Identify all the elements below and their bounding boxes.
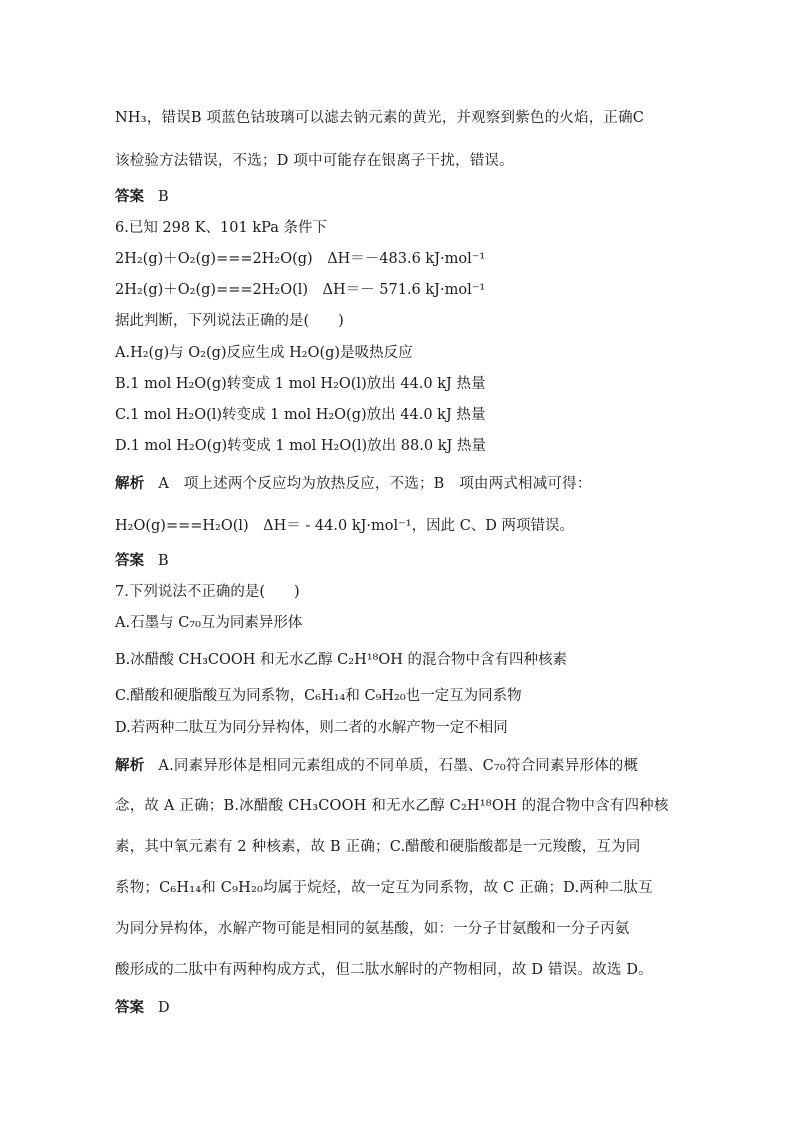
q7-analysis-line-2: 念，故 A 正确；B.冰醋酸 CH₃COOH 和无水乙醇 C₂H¹⁸OH 的混合物中含有四种核 (115, 798, 669, 814)
q7-option-d: D.若两种二肽互为同分异构体，则二者的水解产物一定不相同 (115, 720, 508, 736)
q6-stem: 6.已知 298 K、101 kPa 条件下 (115, 220, 327, 236)
q7-analysis-line-5: 为同分异构体，水解产物可能是相同的氨基酸，如：一分子甘氨酸和一分子丙氨 (115, 921, 630, 937)
q7-option-b: B.冰醋酸 CH₃COOH 和无水乙醇 C₂H¹⁸OH 的混合物中含有四种核素 (115, 652, 567, 668)
q5-analysis-line-1: NH₃，错误B 项蓝色钴玻璃可以滤去钠元素的黄光，并观察到紫色的火焰，正确C (115, 110, 645, 126)
q6-option-b: B.1 mol H₂O(g)转变成 1 mol H₂O(l)放出 44.0 kJ 热量 (115, 376, 486, 392)
q7-option-a: A.石墨与 C₇₀互为同素异形体 (115, 615, 303, 631)
answer-value: B (158, 189, 169, 205)
q6-analysis-line-1 (115, 474, 592, 494)
answer-value: D (158, 1000, 170, 1016)
q7-answer (115, 998, 170, 1018)
q6-equation-1: 2H₂(g)＋O₂(g)===2H₂O(g) ΔH＝－483.6 kJ·mol⁻¹ (115, 251, 486, 267)
analysis-text: A.同素异形体是相同元素组成的不同单质，石墨、C₇₀符合同素异形体的概 (158, 758, 639, 774)
q6-prompt: 据此判断，下列说法正确的是( ) (115, 313, 344, 329)
answer-label: 答案 (115, 999, 144, 1016)
q6-equation-2: 2H₂(g)＋O₂(g)===2H₂O(l) ΔH＝－ 571.6 kJ·mol⁻¹ (115, 282, 486, 298)
analysis-label: 解析 (115, 757, 145, 774)
answer-label: 答案 (115, 188, 144, 205)
q7-analysis-line-1 (115, 756, 638, 776)
q6-option-d: D.1 mol H₂O(g)转变成 1 mol H₂O(l)放出 88.0 kJ 热量 (115, 438, 486, 454)
q6-option-a: A.H₂(g)与 O₂(g)反应生成 H₂O(g)是吸热反应 (115, 345, 413, 361)
q7-analysis-line-6: 酸形成的二肽中有两种构成方式，但二肽水解时的产物相同，故 D 错误。故选 D。 (115, 962, 653, 978)
answer-value: B (158, 553, 169, 569)
answer-label: 答案 (115, 552, 144, 569)
q5-answer (115, 187, 169, 207)
q6-option-c: C.1 mol H₂O(l)转变成 1 mol H₂O(g)放出 44.0 kJ 热量 (115, 407, 486, 423)
q7-option-c: C.醋酸和硬脂酸互为同系物，C₆H₁₄和 C₉H₂₀也一定互为同系物 (115, 688, 522, 704)
q7-analysis-line-4: 系物；C₆H₁₄和 C₉H₂₀均属于烷烃，故一定互为同系物，故 C 正确；D.两种二肽互 (115, 880, 653, 896)
q6-analysis-line-2: H₂O(g)===H₂O(l) ΔH＝ - 44.0 kJ·mol⁻¹，因此 C、D 两项错误。 (115, 518, 575, 534)
q6-answer (115, 551, 169, 571)
q7-stem: 7.下列说法不正确的是( ) (115, 584, 300, 600)
analysis-text: A 项上述两个反应均为放热反应，不选；B 项由两式相减可得： (158, 476, 592, 492)
q5-analysis-line-2: 该检验方法错误，不选；D 项中可能存在银离子干扰，错误。 (115, 153, 514, 169)
analysis-label: 解析 (115, 475, 145, 492)
q7-analysis-line-3: 素，其中氧元素有 2 种核素，故 B 正确；C.醋酸和硬脂酸都是一元羧酸，互为同 (115, 839, 641, 855)
